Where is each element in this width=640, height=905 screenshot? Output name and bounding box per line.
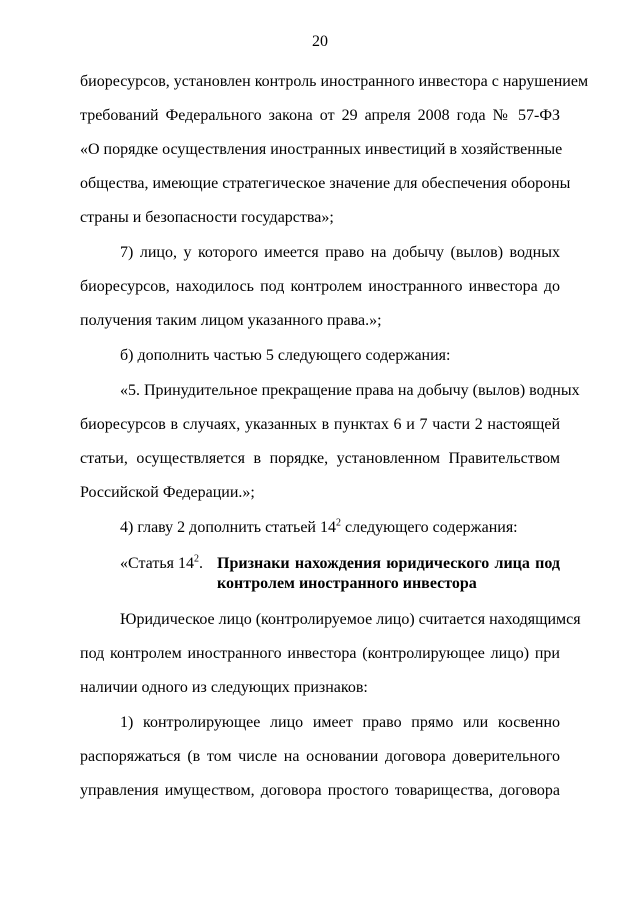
text-line: Юридическое лицо (контролируемое лицо) считается находящимся [120,611,581,628]
text-line: управления имуществом, договора простого товарищества, договора [80,782,560,799]
text-line: Российской Федерации.»; [80,484,255,501]
article-label [120,554,203,574]
text-line: статьи, осуществляется в порядке, установленном Правительством [80,450,560,467]
item-4-line [120,518,560,538]
text-line: 7) лицо, у которого имеется право на добычу (вылов) водных [120,244,560,261]
text-line: биоресурсов, установлен контроль иностранного инвестора с нарушением [80,73,589,90]
page-number: 20 [312,33,328,50]
text-line: 1) контролирующее лицо имеет право прямо или косвенно [120,714,560,731]
article-title-line: Признаки нахождения юридического лица под [217,555,560,572]
superscript: 2 [193,553,199,565]
text-line: биоресурсов, находилось под контролем иностранного инвестора до [80,278,560,295]
text-line: общества, имеющие стратегическое значение для обеспечения обороны [80,175,571,192]
text-line: наличии одного из следующих признаков: [80,679,368,696]
text-line: «О порядке осуществления иностранных инвестиций в хозяйственные [80,141,563,158]
text-line: б) дополнить частью 5 следующего содержания: [120,347,451,364]
article-label-text: «Статья 14 [120,555,194,572]
text-line: под контролем иностранного инвестора (контролирующее лицо) при [80,645,560,662]
item-4-text-end: следующего содержания: [341,519,518,536]
text-line: страны и безопасности государства»; [80,209,334,226]
article-label-dot: . [198,555,203,572]
article-heading [120,554,560,594]
text-line: получения таким лицом указанного права.»; [80,312,382,329]
article-title-line: контролем иностранного инвестора [217,575,477,592]
text-line: требований Федерального закона от 29 апреля 2008 года № 57-ФЗ [80,107,560,124]
text-line: биоресурсов в случаях, указанных в пунктах 6 и 7 части 2 настоящей [80,416,560,433]
text-line: «5. Принудительное прекращение права на добычу (вылов) водных [120,382,580,399]
article-title [217,554,560,594]
text-line: распоряжаться (в том числе на основании договора доверительного [80,748,560,765]
item-4-text: 4) главу 2 дополнить статьей 14 [120,519,336,536]
superscript: 2 [336,517,341,529]
